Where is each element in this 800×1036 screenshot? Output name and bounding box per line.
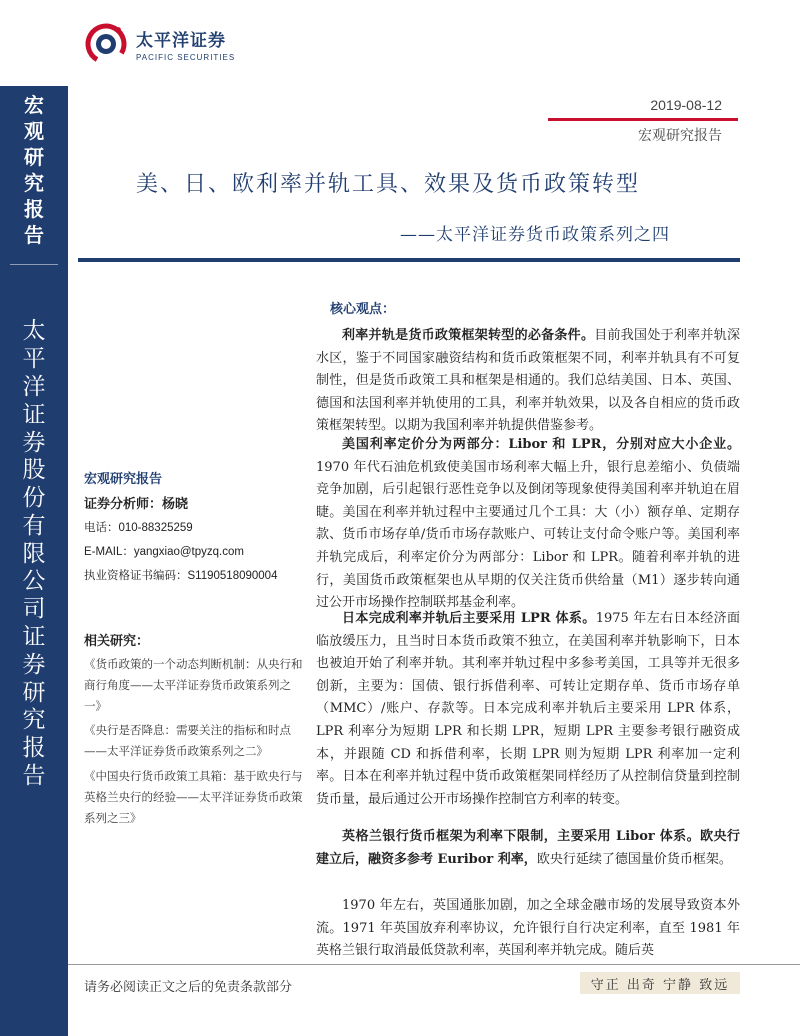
sidebar-char: 告 bbox=[22, 762, 46, 789]
sidebar-char: 观 bbox=[24, 119, 44, 143]
sidebar-char: 究 bbox=[24, 171, 44, 195]
logo-chinese-name: 太平洋证券 bbox=[136, 31, 226, 50]
sidebar-char: 洋 bbox=[22, 373, 46, 400]
related-item[interactable]: 《货币政策的一个动态判断机制：从央行和商行角度——太平洋证券货币政策系列之一》 bbox=[84, 657, 303, 713]
sidebar-char: 券 bbox=[22, 651, 46, 678]
company-logo bbox=[84, 18, 244, 70]
paragraph-lead: 利率并轨是货币政策框架转型的必备条件。 bbox=[342, 328, 595, 343]
sidebar-char: 份 bbox=[22, 485, 46, 512]
sidebar-char: 研 bbox=[24, 145, 44, 169]
footer-divider bbox=[68, 964, 800, 965]
analyst-license: 执业资格证书编码：S1190518090004 bbox=[84, 570, 278, 582]
analyst-phone: 电话：010-88325259 bbox=[84, 522, 193, 534]
body-paragraph-1 bbox=[316, 325, 740, 438]
paragraph-lead: 美国利率定价分为两部分：Libor 和 LPR，分别对应大小企业。 bbox=[342, 437, 740, 452]
paragraph-text: 1975 年左右日本经济面临放缓压力，且当时日本货币政策不独立，在美国利率并轨影响下，日本也被迫开始了利率并轨。其利率并轨过程中多参考美国，工具等并无很多创新，主要为：国债、银行拆借利率、可转让定期存单、货币市场存单（MMC）/账户、存款等。日本完成利率并轨后主要采用 LPR 体系，LPR 利率分为短期 LPR 和长期 LPR，短期 LPR 主要参考银行融资成本，并跟随 CD 和拆借利率，长期 LPR 则为短期 LPR 利率加一定利率。日本在利率并轨过程中货币政策框架同样经历了从控制信贷量到控制货币量，最后通过公开市场操作控制官方利率的转变。 bbox=[316, 611, 740, 807]
sidebar-char: 报 bbox=[24, 197, 44, 221]
sidebar-char: 证 bbox=[22, 623, 46, 650]
body-paragraph-5: 1970 年左右，英国通胀加剧，加之全球金融市场的发展导致资本外流。1971 年英国放弃利率协议，允许银行自行决定利率，直至 1981 年英格兰银行取消最低贷款利率，英国利率并轨完成。随后英 bbox=[316, 898, 740, 959]
sidebar-report-type bbox=[0, 86, 68, 254]
sidebar-divider bbox=[10, 264, 58, 265]
logo-english-name: PACIFIC SECURITIES bbox=[136, 53, 236, 62]
report-date: 2019-08-12 bbox=[650, 97, 722, 113]
paragraph-lead: 日本完成利率并轨后主要采用 LPR 体系。 bbox=[342, 611, 596, 626]
paragraph-text: 1970 年代石油危机致使美国市场利率大幅上升，银行息差缩小、负债端竞争加剧，后引起银行恶性竞争以及倒闭等现象使得美国利率并轨迫在眉睫。美国在利率并轨过程中主要通过几个工具：大（小）额存单、定期存款、货币市场存单/货币市场存款账户、可转让支付命令账户等。美国利率并轨完成后，利率定价分为两部分：Libor 和 LPR。随着利率并轨的进行，美国货币政策框架也从早期的仅关注货币供给量（M1）逐步转向通过公开市场操作控制联邦基金利率。 bbox=[316, 459, 740, 611]
sidebar-char: 限 bbox=[22, 540, 46, 567]
sidebar-char: 报 bbox=[22, 735, 46, 762]
sidebar-char: 研 bbox=[22, 679, 46, 706]
sidebar-company-name bbox=[0, 318, 68, 790]
analyst-email[interactable]: E-MAIL：yangxiao@tpyzq.com bbox=[84, 546, 244, 558]
footer-disclaimer: 请务必阅读正文之后的免责条款部分 bbox=[84, 980, 293, 995]
sidebar-char: 股 bbox=[22, 457, 46, 484]
body-paragraph-3 bbox=[316, 608, 740, 811]
body-paragraph-2 bbox=[316, 434, 740, 615]
core-views-label: 核心观点： bbox=[330, 302, 396, 317]
paragraph-text: 目前我国处于利率并轨深水区，鉴于不同国家融资结构和货币政策框架不同，利率并轨具有不可复制性，但是货币政策工具和框架是相通的。我们总结美国、日本、英国、德国和法国利率并轨使用的工具，利率并轨效果，以及各自相应的货币政策框架转型。以期为我国利率并轨提供借鉴参考。 bbox=[316, 328, 740, 434]
sidebar-char: 究 bbox=[22, 707, 46, 734]
report-type: 宏观研究报告 bbox=[638, 127, 722, 143]
sidebar-char: 告 bbox=[24, 223, 44, 247]
sidebar-char: 有 bbox=[22, 512, 46, 539]
related-item[interactable]: 《央行是否降息：需要关注的指标和时点——太平洋证券货币政策系列之二》 bbox=[84, 723, 291, 758]
analyst-name: 证券分析师：杨晓 bbox=[84, 497, 189, 512]
sidebar-char: 平 bbox=[22, 346, 46, 373]
related-research-title: 相关研究： bbox=[84, 634, 150, 649]
footer-motto: 守正 出奇 宁静 致远 bbox=[580, 972, 740, 994]
sidebar-char: 证 bbox=[22, 401, 46, 428]
report-subtitle: ——太平洋证券货币政策系列之四 bbox=[400, 225, 670, 245]
title-divider bbox=[78, 258, 740, 262]
paragraph-text: 欧央行延续了德国量价货币框架。 bbox=[536, 851, 732, 867]
sidebar bbox=[0, 86, 68, 1036]
pacific-logo-icon bbox=[84, 22, 128, 66]
sidebar-char: 宏 bbox=[24, 93, 44, 117]
sidebar-char: 券 bbox=[22, 429, 46, 456]
body-paragraph-4 bbox=[316, 826, 740, 871]
sidebar-char: 司 bbox=[22, 596, 46, 623]
report-title: 美、日、欧利率并轨工具、效果及货币政策转型 bbox=[136, 172, 641, 197]
sidebar-char: 太 bbox=[22, 318, 46, 345]
sidebar-char: 公 bbox=[22, 568, 46, 595]
related-item[interactable]: 《中国央行货币政策工具箱：基于欧央行与英格兰央行的经验——太平洋证券货币政策系列之三》 bbox=[84, 769, 303, 825]
header-red-rule bbox=[548, 118, 738, 121]
paragraph-lead: 英格兰银行货币框架为利率下限制，主要采用 Libor 体系。欧央行建立后，融资多参考 Euribor 利率， bbox=[316, 829, 740, 867]
left-section-title: 宏观研究报告 bbox=[84, 472, 163, 487]
